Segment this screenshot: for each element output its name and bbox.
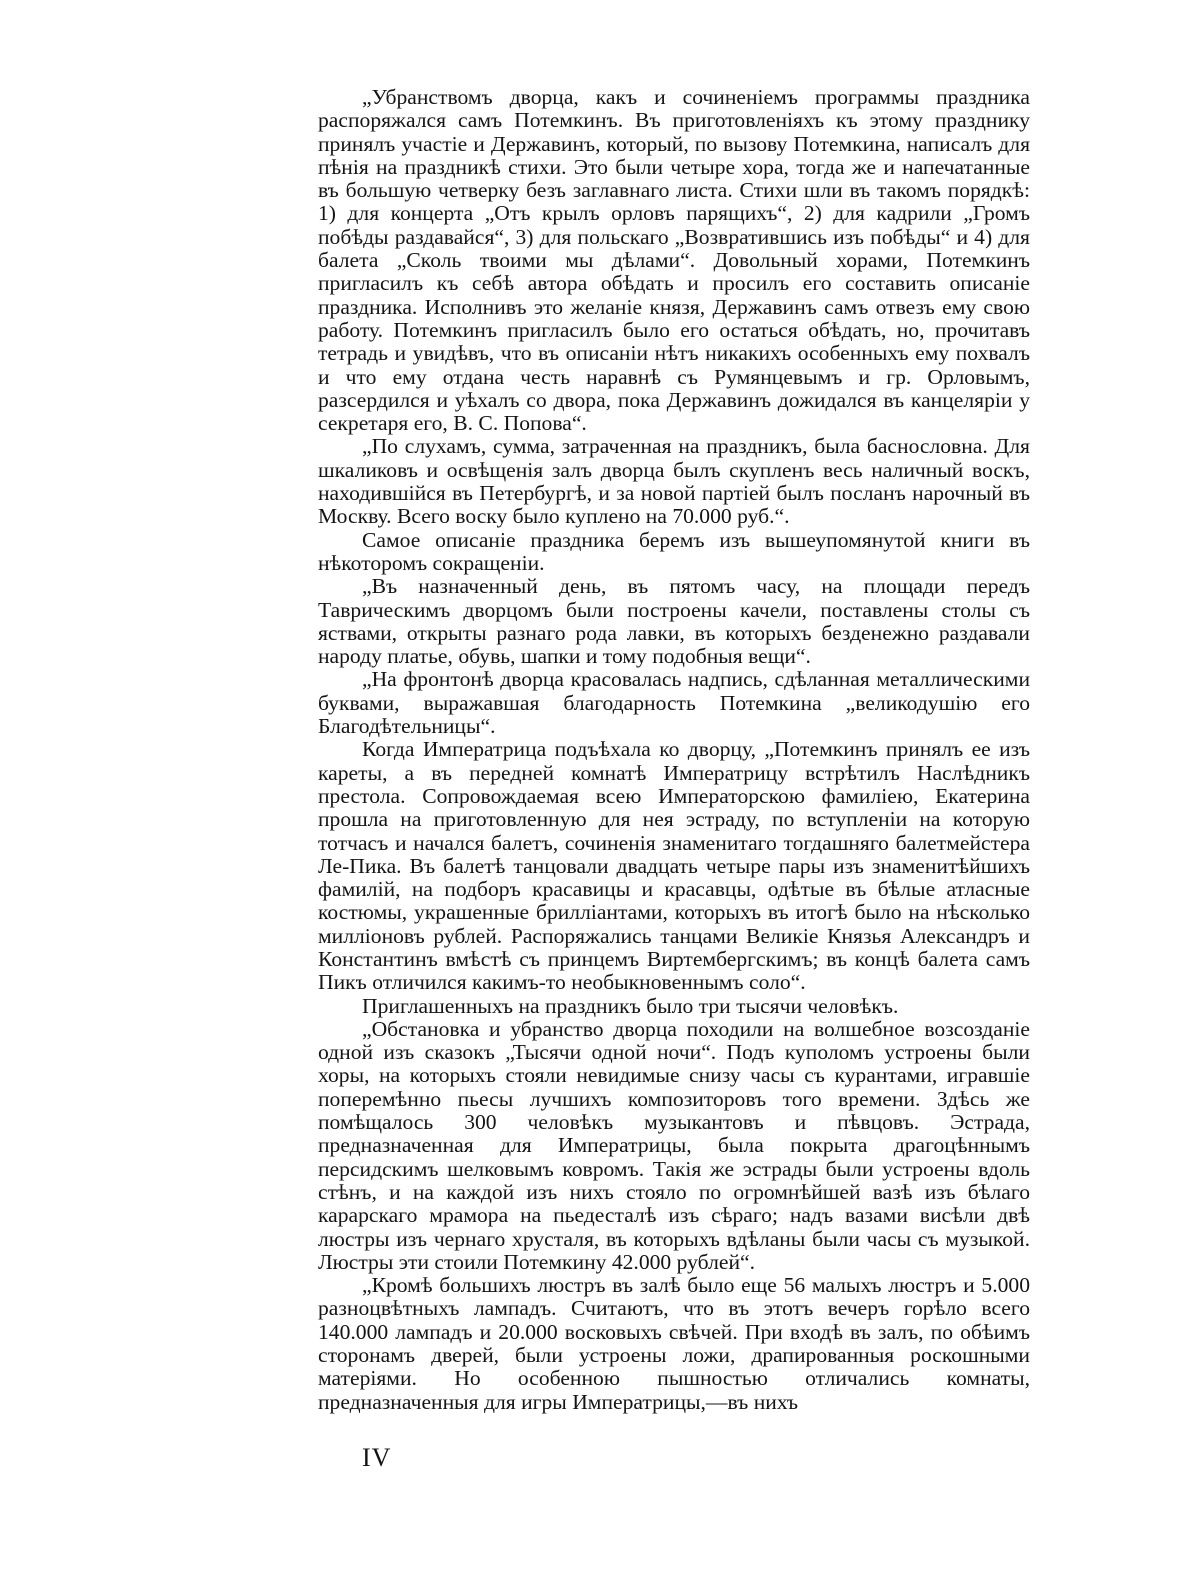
paragraph-3: Самое описаніе праздника беремъ изъ вышеупомянутой книги въ нѣкоторомъ сокращеніи.: [318, 527, 1030, 575]
paragraph-5: „На фронтонѣ дворца красовалась надпись, сдѣланная металлическими буквами, выражавшая благодарность Потемкина „великодушію его Благодѣтельницы“.: [318, 667, 1030, 739]
paragraph-7: Приглашенныхъ на праздникъ было три тысячи человѣкъ.: [362, 993, 899, 1018]
paragraph-4: „Въ назначенный день, въ пятомъ часу, на площади передъ Таврическимъ дворцомъ были построены качели, поставлены столы съ яствами, открыты разнаго рода лавки, въ которыхъ безденежно раздавали народу платье, обувь, шапки и тому подобныя вещи“.: [318, 574, 1030, 669]
paragraph-2: „По слухамъ, сумма, затраченная на праздникъ, была баснословна. Для шкаликовъ и освѣщенія залъ дворца былъ скупленъ весь наличный воскъ, находившійся въ Петербургѣ, и за новой партіей былъ посланъ нарочный въ Москву. Всего воску было куплено на 70.000 руб.“.: [318, 434, 1030, 529]
paragraph-6: Когда Императрица подъѣхала ко дворцу, „Потемкинъ принялъ ее изъ кареты, а въ передней комнатѣ Императрицу встрѣтилъ Наслѣдникъ престола. Сопровождаемая всею Императорскою фамиліею, Екатерина прошла на приготовленную для нея эстраду, по вступленіи на которую тотчасъ и начался балетъ, сочиненія знаменитаго тогдашняго балетмейстера Ле-Пика. Въ балетѣ танцовали двадцать четыре пары изъ знаменитѣйшихъ фамилій, на подборъ красавицы и красавцы, одѣтые въ бѣлые атласные костюмы, украшенные брилліантами, которыхъ въ итогѣ было на нѣсколько милліоновъ рублей. Распоряжались танцами Великіе Князья Александръ и Константинъ вмѣстѣ съ принцемъ Виртембергскимъ; въ концѣ балета самъ Пикъ отличился какимъ-то необыкновеннымъ соло“.: [318, 737, 1030, 995]
paragraph-8: „Обстановка и убранство дворца походили на волшебное возсозданіе одной изъ сказокъ „Тысячи одной ночи“. Подъ куполомъ устроены были хоры, на которыхъ стояли невидимые снизу часы съ курантами, игравшіе поперемѣнно пьесы лучшихъ композиторовъ того времени. Здѣсь же помѣщалось 300 человѣкъ музыкантовъ и пѣвцовъ. Эстрада, предназначенная для Императрицы, была покрыта драгоцѣннымъ персидскимъ шелковымъ ковромъ. Такія же эстрады были устроены вдоль стѣнъ, и на каждой изъ нихъ стояло по огромнѣйшей вазѣ изъ бѣлаго карарскаго мрамора на пьедесталѣ изъ сѣраго; надъ вазами висѣли двѣ люстры изъ чернаго хрусталя, въ которыхъ вдѣланы были часы съ музыкой. Люстры эти стоили Потемкину 42.000 рублей“.: [318, 1016, 1030, 1274]
paragraph-9: „Кромѣ большихъ люстръ въ залѣ было еще 56 малыхъ люстръ и 5.000 разноцвѣтныхъ лампадъ. Считаютъ, что въ этотъ вечеръ горѣло всего 140.000 лампадъ и 20.000 восковыхъ свѣчей. При входѣ въ залъ, по обѣимъ сторонамъ дверей, были устроены ложи, драпированныя роскошными матеріями. Но особенною пышностью отличались комнаты, предназначенныя для игры Императрицы,—въ нихъ: [318, 1273, 1030, 1414]
paragraph-1: „Убранствомъ дворца, какъ и сочиненіемъ программы праздника распоряжался самъ Потемкинъ. Въ приготовленіяхъ къ этому празднику принялъ участіе и Державинъ, который, по вызову Потемкина, написалъ для пѣнія на праздникѣ стихи. Это были четыре хора, тогда же и напечатанные въ большую четверку безъ заглавнаго листа. Стихи шли въ такомъ порядкѣ: 1) для концерта „Отъ крылъ орловъ парящихъ“, 2) для кадрили „Громъ побѣды раздавайся“, 3) для польскаго „Возвратившись изъ побѣды“ и 4) для балета „Сколь твоими мы дѣлами“. Довольный хорами, Потемкинъ пригласилъ къ себѣ автора обѣдать и просилъ его составить описаніе праздника. Исполнивъ это желаніе князя, Державинъ самъ отвезъ ему свою работу. Потемкинъ пригласилъ было его остаться обѣдать, но, прочитавъ тетрадь и увидѣвъ, что въ описаніи нѣтъ никакихъ особенныхъ ему похвалъ и что ему отдана честь наравнѣ съ Румянцевымъ и гр. Орловымъ, разсердился и уѣхалъ со двора, пока Державинъ дожидался въ канцеляріи у секретаря его, В. С. Попова“.: [318, 85, 1030, 436]
body-text: [318, 86, 1030, 1414]
page-number: IV: [362, 1443, 392, 1472]
